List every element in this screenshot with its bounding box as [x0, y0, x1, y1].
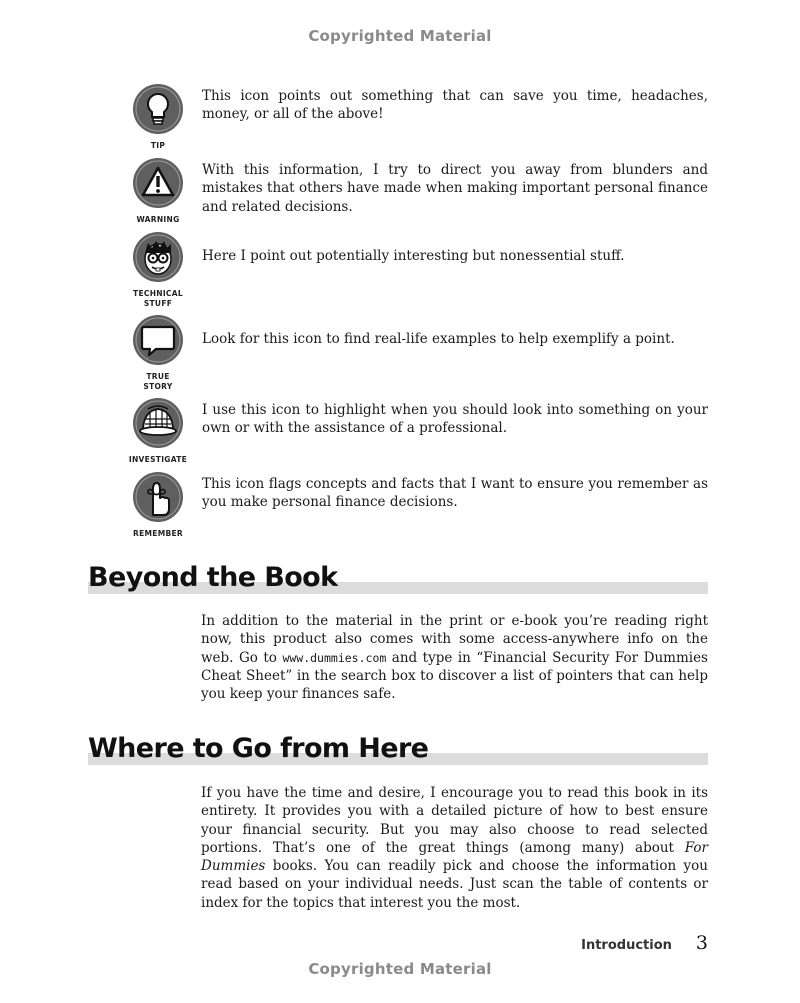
section-title: Beyond the Book — [88, 562, 338, 593]
warning-triangle-icon — [132, 157, 184, 209]
lightbulb-icon — [132, 83, 184, 135]
finger-string-icon — [132, 471, 184, 523]
icon-description-warning: With this information, I try to direct you away from blunders and mistakes that others have made when making important personal finance and related decisions. — [202, 162, 708, 215]
detective-hat-icon — [132, 397, 184, 449]
icon-label-tip: TIP — [150, 141, 166, 150]
beyond-paragraph — [201, 612, 708, 703]
footer-chapter-title: Introduction — [581, 938, 672, 953]
icon-label-line: STORY — [143, 381, 173, 391]
watermark-top: Copyrighted Material — [308, 27, 492, 45]
icon-label-line: STUFF — [143, 298, 173, 308]
icon-description-tip: This icon points out something that can save you time, headaches, money, or all of the above! — [202, 88, 708, 123]
where-text-2: books. You can readily pick and choose the information you read based on your individual needs. Just scan the table of contents or index for the topics that interest you the most. — [201, 858, 708, 911]
icon-label-warning: WARNING — [136, 215, 180, 224]
watermark-bottom: Copyrighted Material — [308, 960, 492, 978]
where-paragraph — [201, 784, 708, 912]
beyond-text-1: In addition to the material in the print or e-book you’re reading right now, this product also comes with some access-anywhere info on the web. Go to — [201, 613, 708, 666]
dummies-url-link[interactable]: www.dummies.com — [282, 650, 387, 665]
page-footer — [581, 932, 708, 954]
nerd-face-icon — [132, 231, 184, 283]
icon-description-technical-stuff: Here I point out potentially interesting but nonessential stuff. — [202, 248, 625, 264]
where-text-1: If you have the time and desire, I encourage you to read this book in its entirety. It provides you with a detailed picture of how to best ensure your financial security. But you may also choose to read selected portions. That’s one of the great things (among many) about — [201, 785, 708, 856]
icon-label-technical-stuff — [126, 289, 190, 308]
page-number: 3 — [695, 932, 708, 954]
icon-label-investigate: INVESTIGATE — [128, 455, 188, 464]
beyond-text-2: and type in “Financial Security For Dummies Cheat Sheet” in the search box to discover a list of pointers that can help you keep your finances safe. — [201, 649, 708, 703]
icon-label-remember: REMEMBER — [133, 529, 183, 538]
icon-description-investigate: I use this icon to highlight when you should look into something on your own or with the assistance of a professional. — [202, 402, 708, 437]
section-title: Where to Go from Here — [88, 733, 429, 764]
icon-label-line: TRUE — [146, 372, 170, 381]
speech-bubble-icon — [132, 314, 184, 366]
icon-label-true-story — [126, 372, 190, 391]
for-dummies-italic: For Dummies — [201, 839, 708, 875]
section-heading-where-to-go — [88, 729, 708, 765]
icon-description-true-story: Look for this icon to find real-life examples to help exemplify a point. — [202, 331, 675, 347]
icon-description-remember: This icon flags concepts and facts that I want to ensure you remember as you make personal finance decisions. — [202, 476, 708, 511]
section-heading-beyond-the-book — [88, 558, 708, 594]
icon-label-line: TECHNICAL — [133, 289, 183, 298]
